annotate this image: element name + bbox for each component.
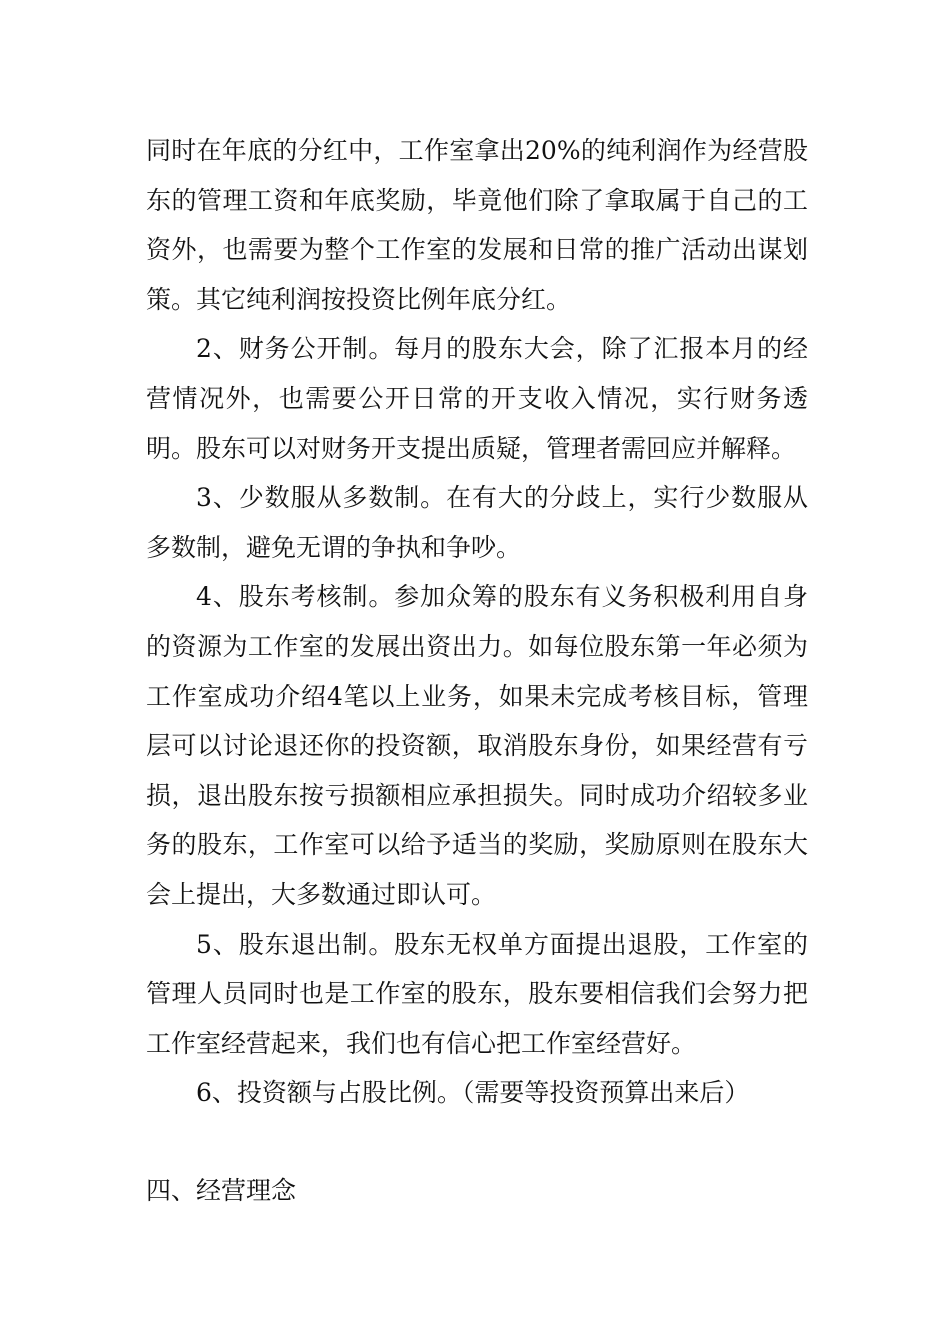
section-heading: 四、经营理念 [146,1175,297,1205]
paragraph-shareholder-exit: 5、股东退出制。股东无权单方面提出退股，工作室的管理人员同时也是工作室的股东，股东要相信我们会努力把工作室经营起来，我们也有信心把工作室经营好。 [146,929,808,1058]
paragraph-financial-disclosure: 2、财务公开制。每月的股东大会，除了汇报本月的经营情况外，也需要公开日常的开支收入情况，实行财务透明。股东可以对财务开支提出质疑，管理者需回应并解释。 [146,334,808,463]
paragraph-investment-ratio: 6、投资额与占股比例。（需要等投资预算出来后） [196,1078,750,1108]
paragraph-profit-distribution: 同时在年底的分红中，工作室拿出20%的纯利润作为经营股东的管理工资和年底奖励，毕竟他们除了拿取属于自己的工资外，也需要为整个工作室的发展和日常的推广活动出谋划策。其它纯利润按投资比例年底分红。 [146,136,808,314]
paragraph-majority-rule: 3、少数服从多数制。在有大的分歧上，实行少数服从多数制，避免无谓的争执和争吵。 [146,483,808,562]
document-body [146,126,808,1215]
paragraph-shareholder-assessment: 4、股东考核制。参加众筹的股东有义务积极利用自身的资源为工作室的发展出资出力。如每位股东第一年必须为工作室成功介绍4笔以上业务，如果未完成考核目标，管理层可以讨论退还你的投资额，取消股东身份，如果经营有亏损，退出股东按亏损额相应承担损失。同时成功介绍较多业务的股东，工作室可以给予适当的奖励，奖励原则在股东大会上提出，大多数通过即认可。 [146,582,808,909]
